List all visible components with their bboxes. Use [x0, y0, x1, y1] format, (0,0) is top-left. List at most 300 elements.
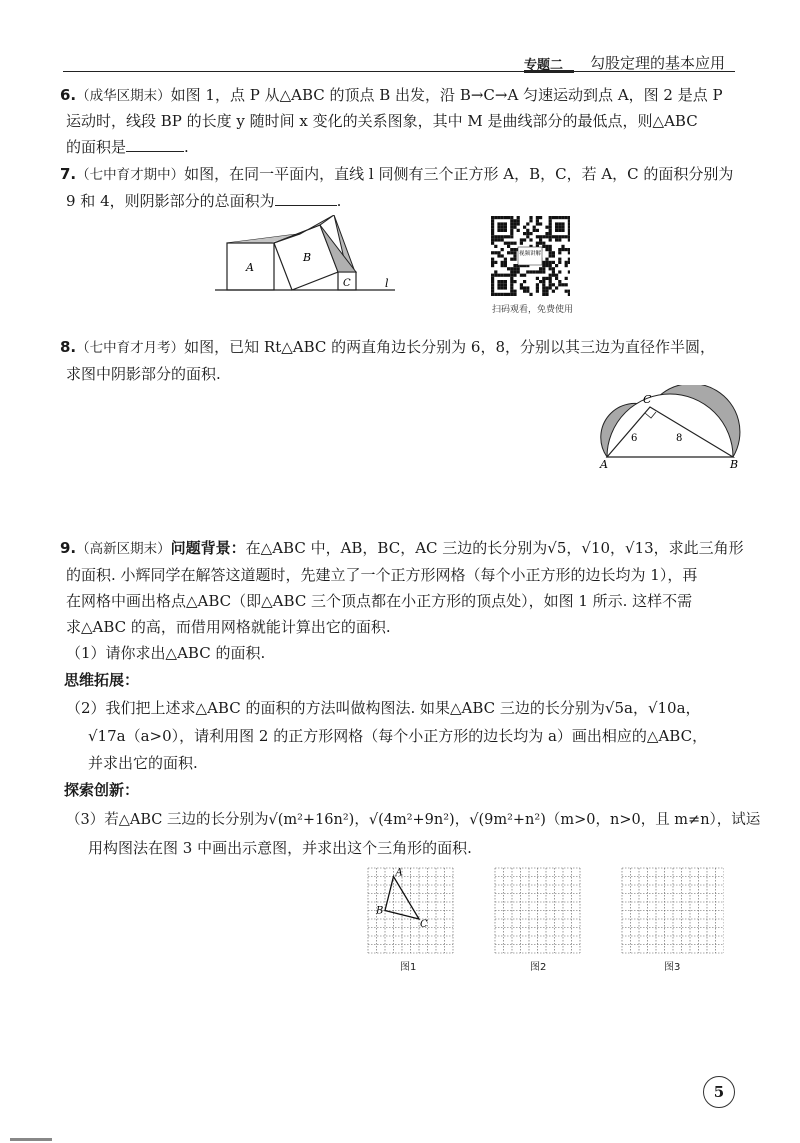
qr-module — [542, 280, 545, 283]
qr-module — [494, 216, 497, 219]
qr-module — [517, 219, 520, 222]
q9-section-thinking: 思维拓展： — [64, 671, 140, 689]
q7-label-a: A — [246, 261, 254, 274]
qr-module — [561, 235, 564, 238]
qr-module — [565, 261, 568, 264]
qr-module — [536, 242, 539, 245]
qr-module — [568, 270, 570, 273]
qr-module — [491, 216, 494, 219]
qr-module — [542, 270, 545, 273]
header-rule — [63, 71, 735, 72]
qr-module — [510, 248, 513, 251]
qr-module — [494, 261, 497, 264]
qr-module — [526, 270, 529, 273]
q7-shaded-left-fill — [227, 234, 300, 243]
qr-module — [536, 216, 539, 219]
qr-module — [549, 261, 552, 264]
qr-module — [545, 261, 548, 264]
qr-module — [552, 270, 555, 273]
q9-part1: （1）请你求出△ABC 的面积. — [66, 644, 266, 662]
qr-module — [504, 226, 507, 229]
qr-module — [501, 286, 504, 289]
qr-module — [520, 286, 523, 289]
fig2-grid[interactable] — [493, 866, 583, 956]
q6-line2: 运动时，线段 BP 的长度 y 随时间 x 变化的关系图象，其中 M 是曲线部分的最低点，则△ABC — [66, 112, 698, 130]
q8-side-6: 6 — [631, 433, 638, 444]
qr-module — [542, 293, 545, 296]
q7-label-b: B — [303, 251, 312, 264]
qr-module — [533, 226, 536, 229]
qr-module — [501, 274, 504, 277]
qr-module — [561, 226, 564, 229]
q9-part2-line3: 并求出它的面积. — [88, 754, 198, 772]
qr-module — [504, 222, 507, 225]
q8-side-8: 8 — [676, 433, 683, 444]
qr-module — [558, 261, 561, 264]
qr-module — [507, 293, 510, 296]
qr-module — [552, 216, 555, 219]
qr-module — [539, 222, 542, 225]
fig3-grid[interactable] — [620, 866, 724, 956]
q8-label-c: C — [643, 393, 652, 406]
q8-line1 — [60, 337, 740, 358]
q9-text1: 在△ABC 中，AB，BC，AC 三边的长分别为√5，√10，√13，求此三角形 — [245, 539, 744, 557]
qr-module — [565, 264, 568, 267]
qr-module — [545, 264, 548, 267]
qr-module — [542, 283, 545, 286]
q9-part3-line2: 用构图法在图 3 中画出示意图，并求出这个三角形的面积. — [88, 839, 472, 857]
q8-source: （七中育才月考） — [76, 340, 185, 356]
qr-module — [533, 270, 536, 273]
qr-module — [558, 226, 561, 229]
qr-module — [568, 229, 570, 232]
qr-module — [549, 238, 552, 241]
qr-module — [510, 229, 513, 232]
qr-module — [549, 232, 552, 235]
header-title: 勾股定理的基本应用 — [590, 54, 726, 72]
q9-number: 9. — [60, 539, 77, 557]
qr-module — [491, 235, 494, 238]
qr-module — [513, 226, 516, 229]
qr-module — [497, 226, 500, 229]
q6-answer-blank[interactable] — [126, 137, 184, 152]
qr-module — [517, 267, 520, 270]
qr-module — [504, 293, 507, 296]
q8-text1: 如图，已知 Rt△ABC 的两直角边长分别为 6，8，分别以其三边为直径作半圆， — [184, 338, 716, 356]
qr-code-icon[interactable] — [490, 215, 570, 300]
qr-module — [539, 235, 542, 238]
qr-module — [549, 226, 552, 229]
qr-module — [549, 248, 552, 251]
qr-module — [555, 216, 558, 219]
qr-module — [523, 226, 526, 229]
qr-module — [510, 251, 513, 254]
q7-label-c: C — [343, 278, 351, 289]
qr-module — [504, 216, 507, 219]
qr-module — [497, 283, 500, 286]
q7-answer-blank[interactable] — [275, 191, 337, 206]
qr-module — [536, 286, 539, 289]
qr-module — [558, 280, 561, 283]
qr-module — [529, 238, 532, 241]
qr-module — [549, 222, 552, 225]
qr-module — [504, 286, 507, 289]
qr-module — [491, 264, 494, 267]
q9-line2: 的面积. 小辉同学在解答这道题时，先建立了一个正方形网格（每个小正方形的边长均为 1），再 — [66, 566, 698, 584]
qr-module — [520, 242, 523, 245]
qr-module — [526, 235, 529, 238]
qr-module — [552, 274, 555, 277]
q7-line1 — [60, 164, 740, 185]
qr-module — [510, 283, 513, 286]
qr-module — [517, 222, 520, 225]
qr-module — [504, 264, 507, 267]
qr-module — [552, 267, 555, 270]
qr-module — [542, 277, 545, 280]
q7-squares-figure — [210, 215, 410, 295]
qr-module — [494, 238, 497, 241]
corner-mark — [10, 1138, 52, 1141]
qr-module — [513, 219, 516, 222]
qr-module — [549, 264, 552, 267]
qr-module — [517, 229, 520, 232]
qr-module — [501, 229, 504, 232]
qr-module — [545, 290, 548, 293]
fig1-label-c: C — [420, 919, 428, 930]
qr-module — [526, 290, 529, 293]
qr-module — [497, 293, 500, 296]
qr-module — [491, 238, 494, 241]
q9-section-explore: 探索创新： — [64, 781, 140, 799]
qr-module — [568, 238, 570, 241]
qr-module — [558, 283, 561, 286]
fig3-caption: 图3 — [664, 962, 681, 973]
qr-module — [549, 251, 552, 254]
qr-module — [491, 251, 494, 254]
qr-module — [507, 216, 510, 219]
qr-module — [491, 283, 494, 286]
qr-module — [555, 235, 558, 238]
q6-number: 6. — [60, 86, 77, 104]
qr-module — [565, 283, 568, 286]
qr-module — [491, 274, 494, 277]
qr-module — [542, 235, 545, 238]
qr-module — [494, 270, 497, 273]
qr-module — [507, 274, 510, 277]
qr-module — [545, 277, 548, 280]
q8-label-b: B — [730, 458, 739, 471]
qr-module — [510, 219, 513, 222]
qr-module — [504, 258, 507, 261]
fig1-label-b: B — [376, 905, 384, 917]
qr-module — [549, 245, 552, 248]
qr-module — [529, 216, 532, 219]
q8-semicircle-figure — [590, 385, 750, 475]
qr-module — [545, 248, 548, 251]
qr-module — [513, 222, 516, 225]
qr-module — [523, 232, 526, 235]
qr-module — [523, 290, 526, 293]
qr-module — [552, 290, 555, 293]
q9-part2-line1: （2）我们把上述求△ABC 的面积的方法叫做构图法. 如果△ABC 三边的长分别为√5a，√10a， — [66, 699, 701, 717]
qr-module — [568, 226, 570, 229]
qr-module — [504, 235, 507, 238]
q7-line2: 9 和 4，则阴影部分的总面积为 . — [66, 192, 342, 210]
qr-module — [558, 222, 561, 225]
qr-module — [513, 264, 516, 267]
qr-module — [491, 222, 494, 225]
qr-module — [568, 258, 570, 261]
qr-caption: 扫码观看，免费使用 — [492, 305, 574, 315]
q9-line4: 求△ABC 的高，而借用网格就能计算出它的面积. — [66, 618, 391, 636]
q9-bg-label: 问题背景： — [170, 539, 246, 557]
qr-module — [542, 290, 545, 293]
qr-module — [561, 283, 564, 286]
qr-module — [501, 248, 504, 251]
q7-number: 7. — [60, 165, 77, 183]
qr-module — [536, 277, 539, 280]
qr-module — [536, 222, 539, 225]
qr-module — [513, 242, 516, 245]
qr-module — [558, 248, 561, 251]
qr-module — [520, 238, 523, 241]
qr-module — [526, 222, 529, 225]
qr-module — [513, 274, 516, 277]
qr-module — [497, 251, 500, 254]
qr-module — [520, 274, 523, 277]
qr-module — [558, 251, 561, 254]
qr-module — [558, 229, 561, 232]
qr-module — [549, 286, 552, 289]
qr-module — [497, 274, 500, 277]
qr-module — [504, 261, 507, 264]
qr-module — [491, 226, 494, 229]
qr-module — [536, 229, 539, 232]
qr-module — [501, 261, 504, 264]
qr-module — [568, 261, 570, 264]
qr-module — [561, 229, 564, 232]
qr-module — [510, 293, 513, 296]
qr-module — [568, 251, 570, 254]
qr-module — [539, 242, 542, 245]
q6-line1 — [60, 85, 740, 106]
qr-module — [542, 261, 545, 264]
fig1-grid — [366, 866, 456, 956]
qr-module — [568, 235, 570, 238]
qr-module — [507, 251, 510, 254]
qr-module — [507, 245, 510, 248]
page-number: 5 — [703, 1076, 735, 1108]
qr-module — [555, 277, 558, 280]
qr-module — [565, 235, 568, 238]
qr-module — [545, 226, 548, 229]
q8-line2: 求图中阴影部分的面积. — [66, 365, 221, 383]
qr-module — [549, 277, 552, 280]
qr-module — [545, 235, 548, 238]
qr-module — [545, 293, 548, 296]
qr-module — [513, 280, 516, 283]
qr-module — [536, 283, 539, 286]
qr-module — [555, 226, 558, 229]
qr-module — [552, 254, 555, 257]
qr-module — [507, 235, 510, 238]
qr-module — [491, 277, 494, 280]
qr-module — [510, 286, 513, 289]
qr-module — [533, 229, 536, 232]
qr-module — [555, 264, 558, 267]
qr-module — [539, 216, 542, 219]
qr-module — [561, 248, 564, 251]
qr-module — [565, 290, 568, 293]
qr-module — [494, 235, 497, 238]
qr-module — [549, 235, 552, 238]
qr-module — [545, 232, 548, 235]
qr-module — [549, 254, 552, 257]
q6-text3: 的面积是 — [66, 138, 127, 156]
qr-module — [565, 277, 568, 280]
qr-module — [542, 245, 545, 248]
qr-module — [494, 245, 497, 248]
qr-module — [561, 222, 564, 225]
qr-module — [513, 270, 516, 273]
header-tag: 专题二 — [524, 58, 564, 73]
qr-module — [565, 216, 568, 219]
qr-module — [501, 222, 504, 225]
q7-label-l: l — [385, 277, 389, 290]
qr-module — [526, 229, 529, 232]
qr-module — [568, 232, 570, 235]
q7-text2: 9 和 4，则阴影部分的总面积为 — [66, 192, 275, 210]
qr-module — [552, 283, 555, 286]
qr-module — [523, 238, 526, 241]
qr-module — [549, 274, 552, 277]
qr-module — [513, 251, 516, 254]
qr-module — [542, 267, 545, 270]
qr-module — [568, 222, 570, 225]
qr-module — [536, 290, 539, 293]
q9-source: （高新区期末） — [76, 541, 171, 557]
q9-line1 — [60, 538, 744, 559]
fig1-triangle — [385, 877, 419, 920]
qr-module — [517, 216, 520, 219]
qr-module — [568, 248, 570, 251]
qr-module — [542, 286, 545, 289]
qr-module — [504, 274, 507, 277]
qr-module — [552, 235, 555, 238]
qr-module — [523, 286, 526, 289]
qr-module — [497, 229, 500, 232]
qr-module — [504, 229, 507, 232]
qr-module — [568, 293, 570, 296]
qr-module — [497, 235, 500, 238]
qr-module — [558, 216, 561, 219]
qr-module — [497, 280, 500, 283]
qr-module — [529, 293, 532, 296]
qr-module — [539, 270, 542, 273]
qr-module — [520, 283, 523, 286]
qr-module — [529, 270, 532, 273]
qr-module — [513, 248, 516, 251]
qr-module — [504, 283, 507, 286]
qr-module — [510, 277, 513, 280]
qr-module — [526, 286, 529, 289]
q7-source: （七中育才期中） — [76, 167, 185, 183]
qr-module — [504, 242, 507, 245]
qr-module — [555, 229, 558, 232]
qr-module — [545, 258, 548, 261]
qr-module — [555, 286, 558, 289]
qr-center-label: 视频讲解 — [518, 251, 542, 257]
qr-module — [536, 235, 539, 238]
qr-module — [529, 232, 532, 235]
qr-module — [491, 229, 494, 232]
qr-module — [501, 235, 504, 238]
qr-module — [558, 238, 561, 241]
qr-module — [497, 238, 500, 241]
q9-part3-line1: （3）若△ABC 三边的长分别为√(m²+16n²)，√(4m²+9n²)，√(9m²+n²)（m>0，n>0，且 m≠n），试运 — [66, 812, 761, 828]
qr-module — [561, 245, 564, 248]
qr-module — [552, 251, 555, 254]
qr-module — [561, 216, 564, 219]
qr-module — [568, 216, 570, 219]
qr-module — [549, 216, 552, 219]
qr-module — [549, 267, 552, 270]
qr-module — [507, 267, 510, 270]
qr-module — [504, 280, 507, 283]
fig2-caption: 图2 — [530, 962, 547, 973]
qr-module — [510, 226, 513, 229]
qr-module — [510, 280, 513, 283]
qr-module — [549, 280, 552, 283]
qr-module — [507, 242, 510, 245]
qr-module — [549, 283, 552, 286]
qr-module — [539, 280, 542, 283]
qr-module — [501, 293, 504, 296]
qr-module — [568, 219, 570, 222]
q9-line3: 在网格中画出格点△ABC（即△ABC 三个顶点都在小正方形的顶点处），如图 1 所示. 这样不需 — [66, 592, 693, 610]
qr-module — [545, 245, 548, 248]
qr-module — [558, 235, 561, 238]
qr-module — [501, 283, 504, 286]
qr-module — [510, 235, 513, 238]
qr-module — [568, 290, 570, 293]
qr-module — [510, 267, 513, 270]
qr-module — [513, 267, 516, 270]
qr-module — [510, 216, 513, 219]
qr-module — [501, 226, 504, 229]
qr-module — [558, 258, 561, 261]
qr-module — [491, 293, 494, 296]
qr-module — [513, 258, 516, 261]
qr-module — [545, 286, 548, 289]
qr-module — [501, 216, 504, 219]
qr-module — [539, 267, 542, 270]
qr-module — [494, 274, 497, 277]
qr-module — [536, 219, 539, 222]
qr-module — [542, 242, 545, 245]
qr-module — [513, 293, 516, 296]
qr-module — [491, 232, 494, 235]
qr-module — [491, 258, 494, 261]
qr-module — [510, 270, 513, 273]
qr-module — [513, 254, 516, 257]
qr-module — [558, 270, 561, 273]
qr-module — [491, 286, 494, 289]
qr-module — [510, 222, 513, 225]
qr-module — [513, 290, 516, 293]
q8-number: 8. — [60, 338, 77, 356]
qr-module — [497, 286, 500, 289]
